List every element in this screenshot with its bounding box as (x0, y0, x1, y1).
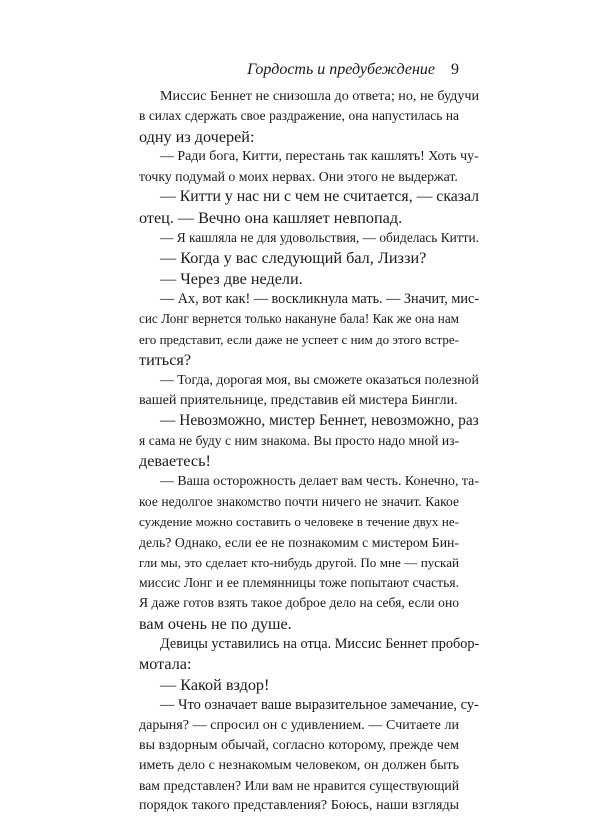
text-line: — Я кашляла не для удовольствия, — обиделась Китти. (160, 230, 480, 246)
text-line: вашей приятельнице, представив ей мистера Бингли. (139, 392, 458, 409)
text-line: — Ради бога, Китти, перестань так кашлять! Хоть чу- (160, 148, 479, 164)
text-line: вам представлен? Или вам не нравится существующий (139, 778, 459, 794)
text-line: отец. — Вечно она кашляет невпопад. (139, 208, 403, 227)
text-line: вам очень не по душе. (139, 614, 292, 633)
text-line: — Через две недели. (160, 269, 303, 288)
text-line: кое недолгое знакомство почти ничего не значит. Какое (139, 493, 459, 509)
text-line: Миссис Беннет не снизошла до ответа; но, не будучи (160, 88, 480, 104)
text-line: — Когда у вас следующий бал, Лиззи? (160, 249, 427, 268)
text-line: миссис Лонг и ее племянницы тоже попытают счастья. (139, 575, 459, 591)
text-line: в силах сдержать свое раздражение, она напустилась на (139, 108, 459, 124)
text-line: Девицы уставились на отца. Миссис Беннет пробор- (160, 636, 480, 653)
text-line: — Невозможно, мистер Беннет, невозможно, раз (160, 411, 479, 429)
text-line: — Ах, вот как! — воскликнула мать. — Значит, мис- (160, 290, 480, 307)
text-line: деваетесь! (139, 452, 211, 471)
text-line: одну из дочерей: (139, 127, 255, 146)
text-line: гли мы, это сделает кто-нибудь другой. По мне — пускай (139, 554, 459, 570)
book-title: Гордость и предубеждение (247, 61, 435, 78)
text-line: — Тогда, дорогая моя, вы сможете оказаться полезной (160, 372, 479, 388)
text-line: — Ваша осторожность делает вам честь. Конечно, та- (160, 473, 479, 489)
text-line: дель? Однако, если ее не познакомим с мистером Бин- (139, 534, 459, 550)
text-line: я сама не буду с ним знакома. Вы просто надо мной из- (139, 433, 459, 449)
text-line: — Китти у нас ни с чем не считается, — сказал (160, 188, 480, 206)
body-text (139, 86, 480, 817)
text-line: сис Лонг вернется только накануне бала! Как же она нам (139, 311, 459, 327)
text-line: иметь дело с незнакомым человеком, он должен быть (139, 757, 459, 773)
text-line: вы вздорным обычай, согласно которому, прежде чем (139, 737, 459, 753)
text-line: — Что означает ваше выразительное замечание, су- (160, 696, 479, 713)
page-number: 9 (451, 61, 459, 78)
text-line: суждение можно составить о человеке в течение двух не- (139, 514, 459, 530)
text-line: — Какой вздор! (160, 675, 270, 694)
running-header (139, 60, 459, 80)
text-line: мотала: (139, 655, 192, 674)
text-line: даpыня? — спросил он с удивлением. — Считаете ли (139, 717, 459, 734)
text-line: Я даже готов взять такое доброе дело на себя, если оно (139, 595, 459, 611)
text-line: его представит, если даже не успеет с ним до этого встре- (139, 331, 459, 347)
text-line: точку подумай о моих нервах. Они этого не выдержат. (139, 169, 458, 185)
text-line: порядок такого представления? Боюсь, наши взгляды (139, 798, 459, 814)
text-line: титься? (139, 350, 192, 369)
